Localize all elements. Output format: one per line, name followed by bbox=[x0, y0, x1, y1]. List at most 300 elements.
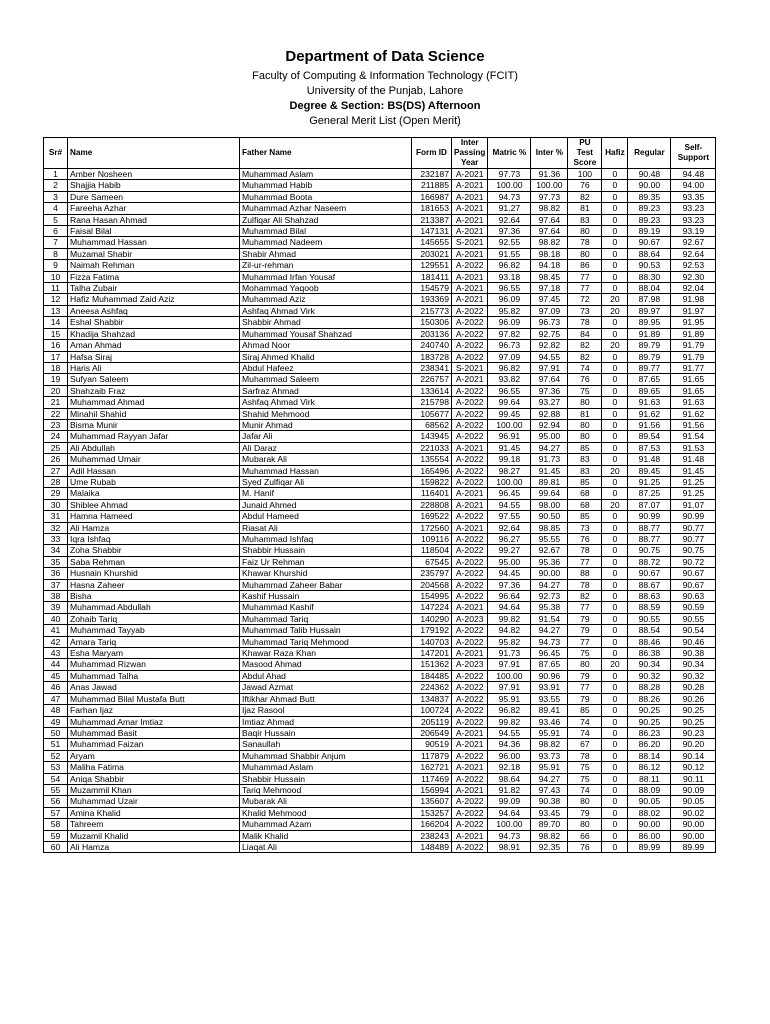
hafiz-cell: 0 bbox=[602, 716, 628, 727]
pu-test-cell: 76 bbox=[568, 374, 602, 385]
hafiz-cell: 0 bbox=[602, 636, 628, 647]
inter-cell: 95.36 bbox=[531, 556, 568, 567]
table-row bbox=[44, 203, 716, 214]
self-support-cell: 91.62 bbox=[671, 408, 716, 419]
table-row bbox=[44, 762, 716, 773]
name-cell: Muhammad Bilal Mustafa Butt bbox=[68, 693, 240, 704]
regular-cell: 89.19 bbox=[628, 226, 671, 237]
name-cell: Ali Hamza bbox=[68, 522, 240, 533]
self-support-cell: 91.56 bbox=[671, 419, 716, 430]
matric-cell: 95.00 bbox=[488, 556, 531, 567]
matric-cell: 97.91 bbox=[488, 659, 531, 670]
inter-cell: 97.09 bbox=[531, 305, 568, 316]
passing-year-cell: A-2021 bbox=[452, 488, 488, 499]
sr-cell: 31 bbox=[44, 511, 68, 522]
table-header-row bbox=[44, 138, 716, 169]
passing-year-cell: A-2022 bbox=[452, 385, 488, 396]
matric-cell: 96.82 bbox=[488, 705, 531, 716]
sr-cell: 4 bbox=[44, 203, 68, 214]
hafiz-cell: 0 bbox=[602, 488, 628, 499]
hafiz-cell: 0 bbox=[602, 431, 628, 442]
regular-cell: 89.23 bbox=[628, 214, 671, 225]
hafiz-cell: 20 bbox=[602, 499, 628, 510]
pu-test-cell: 78 bbox=[568, 579, 602, 590]
col-header-name: Name bbox=[68, 138, 240, 169]
regular-cell: 88.11 bbox=[628, 773, 671, 784]
form-id-cell: 183728 bbox=[412, 351, 452, 362]
name-cell: Amina Khalid bbox=[68, 807, 240, 818]
hafiz-cell: 0 bbox=[602, 807, 628, 818]
father-name-cell: Muhammad Azhar Naseem bbox=[240, 203, 412, 214]
name-cell: Muhammad Basit bbox=[68, 727, 240, 738]
father-name-cell: Sanaullah bbox=[240, 739, 412, 750]
matric-cell: 100.00 bbox=[488, 180, 531, 191]
regular-cell: 88.77 bbox=[628, 522, 671, 533]
form-id-cell: 140703 bbox=[412, 636, 452, 647]
inter-cell: 90.96 bbox=[531, 670, 568, 681]
self-support-cell: 90.11 bbox=[671, 773, 716, 784]
name-cell: Muhammad Amar Imtiaz bbox=[68, 716, 240, 727]
form-id-cell: 203136 bbox=[412, 328, 452, 339]
table-row bbox=[44, 796, 716, 807]
sr-cell: 8 bbox=[44, 248, 68, 259]
sr-cell: 40 bbox=[44, 613, 68, 624]
table-row bbox=[44, 773, 716, 784]
pu-test-cell: 85 bbox=[568, 442, 602, 453]
table-row bbox=[44, 648, 716, 659]
hafiz-cell: 0 bbox=[602, 682, 628, 693]
father-name-cell: Tariq Mehmood bbox=[240, 784, 412, 795]
form-id-cell: 68562 bbox=[412, 419, 452, 430]
form-id-cell: 145655 bbox=[412, 237, 452, 248]
matric-cell: 98.91 bbox=[488, 841, 531, 852]
inter-cell: 97.91 bbox=[531, 362, 568, 373]
sr-cell: 54 bbox=[44, 773, 68, 784]
table-row bbox=[44, 625, 716, 636]
name-cell: Ume Rubab bbox=[68, 476, 240, 487]
matric-cell: 99.45 bbox=[488, 408, 531, 419]
regular-cell: 91.56 bbox=[628, 419, 671, 430]
pu-test-cell: 68 bbox=[568, 488, 602, 499]
name-cell: Haris Ali bbox=[68, 362, 240, 373]
regular-cell: 90.67 bbox=[628, 237, 671, 248]
pu-test-cell: 78 bbox=[568, 237, 602, 248]
father-name-cell: Khalid Mehmood bbox=[240, 807, 412, 818]
regular-cell: 89.79 bbox=[628, 340, 671, 351]
regular-cell: 86.20 bbox=[628, 739, 671, 750]
father-name-cell: Muhammad Hassan bbox=[240, 465, 412, 476]
hafiz-cell: 0 bbox=[602, 385, 628, 396]
passing-year-cell: A-2023 bbox=[452, 659, 488, 670]
regular-cell: 88.14 bbox=[628, 750, 671, 761]
matric-cell: 97.36 bbox=[488, 226, 531, 237]
pu-test-cell: 72 bbox=[568, 294, 602, 305]
father-name-cell: Muhammad Yousaf Shahzad bbox=[240, 328, 412, 339]
inter-cell: 90.38 bbox=[531, 796, 568, 807]
name-cell: Hafiz Muhammad Zaid Aziz bbox=[68, 294, 240, 305]
matric-cell: 100.00 bbox=[488, 819, 531, 830]
sr-cell: 42 bbox=[44, 636, 68, 647]
name-cell: Sufyan Saleem bbox=[68, 374, 240, 385]
table-row bbox=[44, 556, 716, 567]
sr-cell: 51 bbox=[44, 739, 68, 750]
form-id-cell: 153257 bbox=[412, 807, 452, 818]
hafiz-cell: 0 bbox=[602, 454, 628, 465]
form-id-cell: 232187 bbox=[412, 169, 452, 180]
passing-year-cell: A-2022 bbox=[452, 670, 488, 681]
sr-cell: 50 bbox=[44, 727, 68, 738]
inter-cell: 92.35 bbox=[531, 841, 568, 852]
pu-test-cell: 83 bbox=[568, 454, 602, 465]
matric-cell: 100.00 bbox=[488, 419, 531, 430]
self-support-cell: 91.79 bbox=[671, 340, 716, 351]
name-cell: Amber Nosheen bbox=[68, 169, 240, 180]
self-support-cell: 90.00 bbox=[671, 819, 716, 830]
sr-cell: 57 bbox=[44, 807, 68, 818]
pu-test-cell: 79 bbox=[568, 670, 602, 681]
pu-test-cell: 83 bbox=[568, 214, 602, 225]
passing-year-cell: A-2023 bbox=[452, 613, 488, 624]
table-row bbox=[44, 260, 716, 271]
form-id-cell: 181411 bbox=[412, 271, 452, 282]
regular-cell: 91.89 bbox=[628, 328, 671, 339]
form-id-cell: 133614 bbox=[412, 385, 452, 396]
passing-year-cell: A-2021 bbox=[452, 271, 488, 282]
self-support-cell: 91.98 bbox=[671, 294, 716, 305]
father-name-cell: Zulfiqar Ali Shahzad bbox=[240, 214, 412, 225]
passing-year-cell: A-2021 bbox=[452, 169, 488, 180]
table-row bbox=[44, 305, 716, 316]
father-name-cell: Shabbir Ahmad bbox=[240, 317, 412, 328]
name-cell: Faisal Bilal bbox=[68, 226, 240, 237]
form-id-cell: 206549 bbox=[412, 727, 452, 738]
inter-cell: 93.91 bbox=[531, 682, 568, 693]
matric-cell: 94.64 bbox=[488, 807, 531, 818]
self-support-cell: 91.79 bbox=[671, 351, 716, 362]
sr-cell: 46 bbox=[44, 682, 68, 693]
matric-cell: 91.82 bbox=[488, 784, 531, 795]
form-id-cell: 154579 bbox=[412, 283, 452, 294]
document-header bbox=[0, 48, 770, 129]
form-id-cell: 147131 bbox=[412, 226, 452, 237]
matric-cell: 96.45 bbox=[488, 488, 531, 499]
matric-cell: 91.45 bbox=[488, 442, 531, 453]
father-name-cell: Shabbir Hussain bbox=[240, 545, 412, 556]
table-row bbox=[44, 499, 716, 510]
inter-cell: 93.55 bbox=[531, 693, 568, 704]
table-row bbox=[44, 613, 716, 624]
name-cell: Esha Maryam bbox=[68, 648, 240, 659]
hafiz-cell: 0 bbox=[602, 819, 628, 830]
form-id-cell: 118504 bbox=[412, 545, 452, 556]
passing-year-cell: A-2022 bbox=[452, 841, 488, 852]
self-support-cell: 90.99 bbox=[671, 511, 716, 522]
hafiz-cell: 0 bbox=[602, 773, 628, 784]
sr-cell: 9 bbox=[44, 260, 68, 271]
self-support-cell: 90.38 bbox=[671, 648, 716, 659]
regular-cell: 88.46 bbox=[628, 636, 671, 647]
passing-year-cell: A-2022 bbox=[452, 340, 488, 351]
pu-test-cell: 77 bbox=[568, 602, 602, 613]
name-cell: Naimah Rehman bbox=[68, 260, 240, 271]
matric-cell: 92.64 bbox=[488, 522, 531, 533]
inter-cell: 93.46 bbox=[531, 716, 568, 727]
pu-test-cell: 80 bbox=[568, 796, 602, 807]
passing-year-cell: A-2022 bbox=[452, 260, 488, 271]
hafiz-cell: 0 bbox=[602, 271, 628, 282]
table-row bbox=[44, 819, 716, 830]
inter-cell: 94.27 bbox=[531, 579, 568, 590]
inter-cell: 90.50 bbox=[531, 511, 568, 522]
table-row bbox=[44, 340, 716, 351]
father-name-cell: Muhammad Habib bbox=[240, 180, 412, 191]
passing-year-cell: A-2022 bbox=[452, 682, 488, 693]
pu-test-cell: 84 bbox=[568, 328, 602, 339]
passing-year-cell: A-2022 bbox=[452, 534, 488, 545]
name-cell: Anas Jawad bbox=[68, 682, 240, 693]
regular-cell: 87.25 bbox=[628, 488, 671, 499]
father-name-cell: Baqir Hussain bbox=[240, 727, 412, 738]
regular-cell: 88.59 bbox=[628, 602, 671, 613]
inter-cell: 97.73 bbox=[531, 191, 568, 202]
pu-test-cell: 79 bbox=[568, 613, 602, 624]
hafiz-cell: 0 bbox=[602, 226, 628, 237]
regular-cell: 88.26 bbox=[628, 693, 671, 704]
pu-test-cell: 82 bbox=[568, 191, 602, 202]
regular-cell: 89.54 bbox=[628, 431, 671, 442]
matric-cell: 95.82 bbox=[488, 636, 531, 647]
pu-test-cell: 77 bbox=[568, 556, 602, 567]
matric-cell: 97.82 bbox=[488, 328, 531, 339]
self-support-cell: 90.23 bbox=[671, 727, 716, 738]
col-header-hafiz: Hafiz bbox=[602, 138, 628, 169]
regular-cell: 91.62 bbox=[628, 408, 671, 419]
hafiz-cell: 0 bbox=[602, 841, 628, 852]
sr-cell: 24 bbox=[44, 431, 68, 442]
pu-test-cell: 85 bbox=[568, 511, 602, 522]
table-row bbox=[44, 431, 716, 442]
father-name-cell: Junaid Ahmed bbox=[240, 499, 412, 510]
form-id-cell: 193369 bbox=[412, 294, 452, 305]
passing-year-cell: A-2022 bbox=[452, 305, 488, 316]
table-row bbox=[44, 374, 716, 385]
passing-year-cell: A-2022 bbox=[452, 397, 488, 408]
hafiz-cell: 20 bbox=[602, 465, 628, 476]
name-cell: Muhammad Faizan bbox=[68, 739, 240, 750]
regular-cell: 89.97 bbox=[628, 305, 671, 316]
name-cell: Aniqa Shabbir bbox=[68, 773, 240, 784]
inter-cell: 94.55 bbox=[531, 351, 568, 362]
passing-year-cell: A-2021 bbox=[452, 522, 488, 533]
self-support-cell: 92.53 bbox=[671, 260, 716, 271]
pu-test-cell: 83 bbox=[568, 465, 602, 476]
sr-cell: 38 bbox=[44, 591, 68, 602]
hafiz-cell: 0 bbox=[602, 545, 628, 556]
name-cell: Adil Hassan bbox=[68, 465, 240, 476]
hafiz-cell: 0 bbox=[602, 214, 628, 225]
form-id-cell: 172560 bbox=[412, 522, 452, 533]
passing-year-cell: A-2022 bbox=[452, 454, 488, 465]
sr-cell: 13 bbox=[44, 305, 68, 316]
sr-cell: 60 bbox=[44, 841, 68, 852]
regular-cell: 91.25 bbox=[628, 476, 671, 487]
father-name-cell: Muhammad Talib Hussain bbox=[240, 625, 412, 636]
inter-cell: 94.27 bbox=[531, 625, 568, 636]
father-name-cell: Jafar Ali bbox=[240, 431, 412, 442]
inter-cell: 87.65 bbox=[531, 659, 568, 670]
name-cell: Fareeha Azhar bbox=[68, 203, 240, 214]
passing-year-cell: A-2022 bbox=[452, 705, 488, 716]
hafiz-cell: 0 bbox=[602, 705, 628, 716]
hafiz-cell: 0 bbox=[602, 648, 628, 659]
regular-cell: 91.48 bbox=[628, 454, 671, 465]
pu-test-cell: 82 bbox=[568, 351, 602, 362]
self-support-cell: 90.00 bbox=[671, 830, 716, 841]
sr-cell: 52 bbox=[44, 750, 68, 761]
pu-test-cell: 74 bbox=[568, 727, 602, 738]
passing-year-cell: A-2022 bbox=[452, 750, 488, 761]
self-support-cell: 91.89 bbox=[671, 328, 716, 339]
name-cell: Shajjia Habib bbox=[68, 180, 240, 191]
table-row bbox=[44, 716, 716, 727]
table-row bbox=[44, 408, 716, 419]
pu-test-cell: 75 bbox=[568, 648, 602, 659]
regular-cell: 88.77 bbox=[628, 534, 671, 545]
matric-cell: 91.73 bbox=[488, 648, 531, 659]
self-support-cell: 90.28 bbox=[671, 682, 716, 693]
form-id-cell: 204568 bbox=[412, 579, 452, 590]
passing-year-cell: S-2021 bbox=[452, 237, 488, 248]
table-row bbox=[44, 705, 716, 716]
col-header-self-support: Self-Support bbox=[671, 138, 716, 169]
table-row bbox=[44, 841, 716, 852]
matric-cell: 94.82 bbox=[488, 625, 531, 636]
hafiz-cell: 0 bbox=[602, 762, 628, 773]
father-name-cell: Shabbir Hussain bbox=[240, 773, 412, 784]
merit-list-table bbox=[43, 137, 716, 853]
name-cell: Muhammad Abdullah bbox=[68, 602, 240, 613]
sr-cell: 44 bbox=[44, 659, 68, 670]
pu-test-cell: 85 bbox=[568, 705, 602, 716]
regular-cell: 88.02 bbox=[628, 807, 671, 818]
father-name-cell: Syed Zulfiqar Ali bbox=[240, 476, 412, 487]
table-row bbox=[44, 271, 716, 282]
pu-test-cell: 80 bbox=[568, 431, 602, 442]
pu-test-cell: 66 bbox=[568, 830, 602, 841]
self-support-cell: 90.02 bbox=[671, 807, 716, 818]
form-id-cell: 162721 bbox=[412, 762, 452, 773]
inter-cell: 95.00 bbox=[531, 431, 568, 442]
pu-test-cell: 80 bbox=[568, 397, 602, 408]
father-name-cell: Kashif Hussain bbox=[240, 591, 412, 602]
form-id-cell: 240740 bbox=[412, 340, 452, 351]
self-support-cell: 92.30 bbox=[671, 271, 716, 282]
hafiz-cell: 0 bbox=[602, 374, 628, 385]
regular-cell: 89.23 bbox=[628, 203, 671, 214]
inter-cell: 99.64 bbox=[531, 488, 568, 499]
passing-year-cell: A-2021 bbox=[452, 294, 488, 305]
matric-cell: 94.55 bbox=[488, 727, 531, 738]
form-id-cell: 179192 bbox=[412, 625, 452, 636]
col-header-father-name: Father Name bbox=[240, 138, 412, 169]
regular-cell: 90.75 bbox=[628, 545, 671, 556]
form-id-cell: 150306 bbox=[412, 317, 452, 328]
regular-cell: 88.72 bbox=[628, 556, 671, 567]
name-cell: Bisha bbox=[68, 591, 240, 602]
name-cell: Hasna Zaheer bbox=[68, 579, 240, 590]
table-row bbox=[44, 351, 716, 362]
hafiz-cell: 0 bbox=[602, 283, 628, 294]
form-id-cell: 135607 bbox=[412, 796, 452, 807]
father-name-cell: Muhammad Aslam bbox=[240, 762, 412, 773]
hafiz-cell: 0 bbox=[602, 248, 628, 259]
name-cell: Farhan Ijaz bbox=[68, 705, 240, 716]
name-cell: Bisma Munir bbox=[68, 419, 240, 430]
pu-test-cell: 67 bbox=[568, 739, 602, 750]
pu-test-cell: 88 bbox=[568, 568, 602, 579]
hafiz-cell: 0 bbox=[602, 237, 628, 248]
hafiz-cell: 0 bbox=[602, 796, 628, 807]
table-row bbox=[44, 442, 716, 453]
self-support-cell: 91.25 bbox=[671, 488, 716, 499]
hafiz-cell: 0 bbox=[602, 476, 628, 487]
name-cell: Dure Sameen bbox=[68, 191, 240, 202]
passing-year-cell: A-2021 bbox=[452, 180, 488, 191]
passing-year-cell: A-2022 bbox=[452, 408, 488, 419]
hafiz-cell: 0 bbox=[602, 693, 628, 704]
passing-year-cell: A-2021 bbox=[452, 191, 488, 202]
name-cell: Eshal Shabbir bbox=[68, 317, 240, 328]
sr-cell: 19 bbox=[44, 374, 68, 385]
matric-cell: 94.64 bbox=[488, 602, 531, 613]
self-support-cell: 90.26 bbox=[671, 693, 716, 704]
name-cell: Muhammad Umair bbox=[68, 454, 240, 465]
self-support-cell: 90.63 bbox=[671, 591, 716, 602]
father-name-cell: Zil-ur-rehman bbox=[240, 260, 412, 271]
table-row bbox=[44, 511, 716, 522]
inter-cell: 92.94 bbox=[531, 419, 568, 430]
pu-test-cell: 79 bbox=[568, 807, 602, 818]
matric-cell: 92.55 bbox=[488, 237, 531, 248]
sr-cell: 53 bbox=[44, 762, 68, 773]
table-row bbox=[44, 226, 716, 237]
father-name-cell: Muhammad Ishfaq bbox=[240, 534, 412, 545]
father-name-cell: Faiz Ur Rehman bbox=[240, 556, 412, 567]
hafiz-cell: 0 bbox=[602, 260, 628, 271]
sr-cell: 6 bbox=[44, 226, 68, 237]
pu-test-cell: 82 bbox=[568, 591, 602, 602]
matric-cell: 94.45 bbox=[488, 568, 531, 579]
hafiz-cell: 0 bbox=[602, 203, 628, 214]
matric-cell: 96.00 bbox=[488, 750, 531, 761]
self-support-cell: 90.20 bbox=[671, 739, 716, 750]
name-cell: Iqra Ishfaq bbox=[68, 534, 240, 545]
pu-test-cell: 85 bbox=[568, 476, 602, 487]
col-header-inter: Inter % bbox=[531, 138, 568, 169]
sr-cell: 36 bbox=[44, 568, 68, 579]
pu-test-cell: 78 bbox=[568, 317, 602, 328]
table-row bbox=[44, 248, 716, 259]
regular-cell: 88.63 bbox=[628, 591, 671, 602]
sr-cell: 28 bbox=[44, 476, 68, 487]
sr-cell: 18 bbox=[44, 362, 68, 373]
hafiz-cell: 0 bbox=[602, 727, 628, 738]
self-support-cell: 94.48 bbox=[671, 169, 716, 180]
passing-year-cell: A-2022 bbox=[452, 568, 488, 579]
matric-cell: 96.64 bbox=[488, 591, 531, 602]
table-row bbox=[44, 237, 716, 248]
self-support-cell: 89.99 bbox=[671, 841, 716, 852]
